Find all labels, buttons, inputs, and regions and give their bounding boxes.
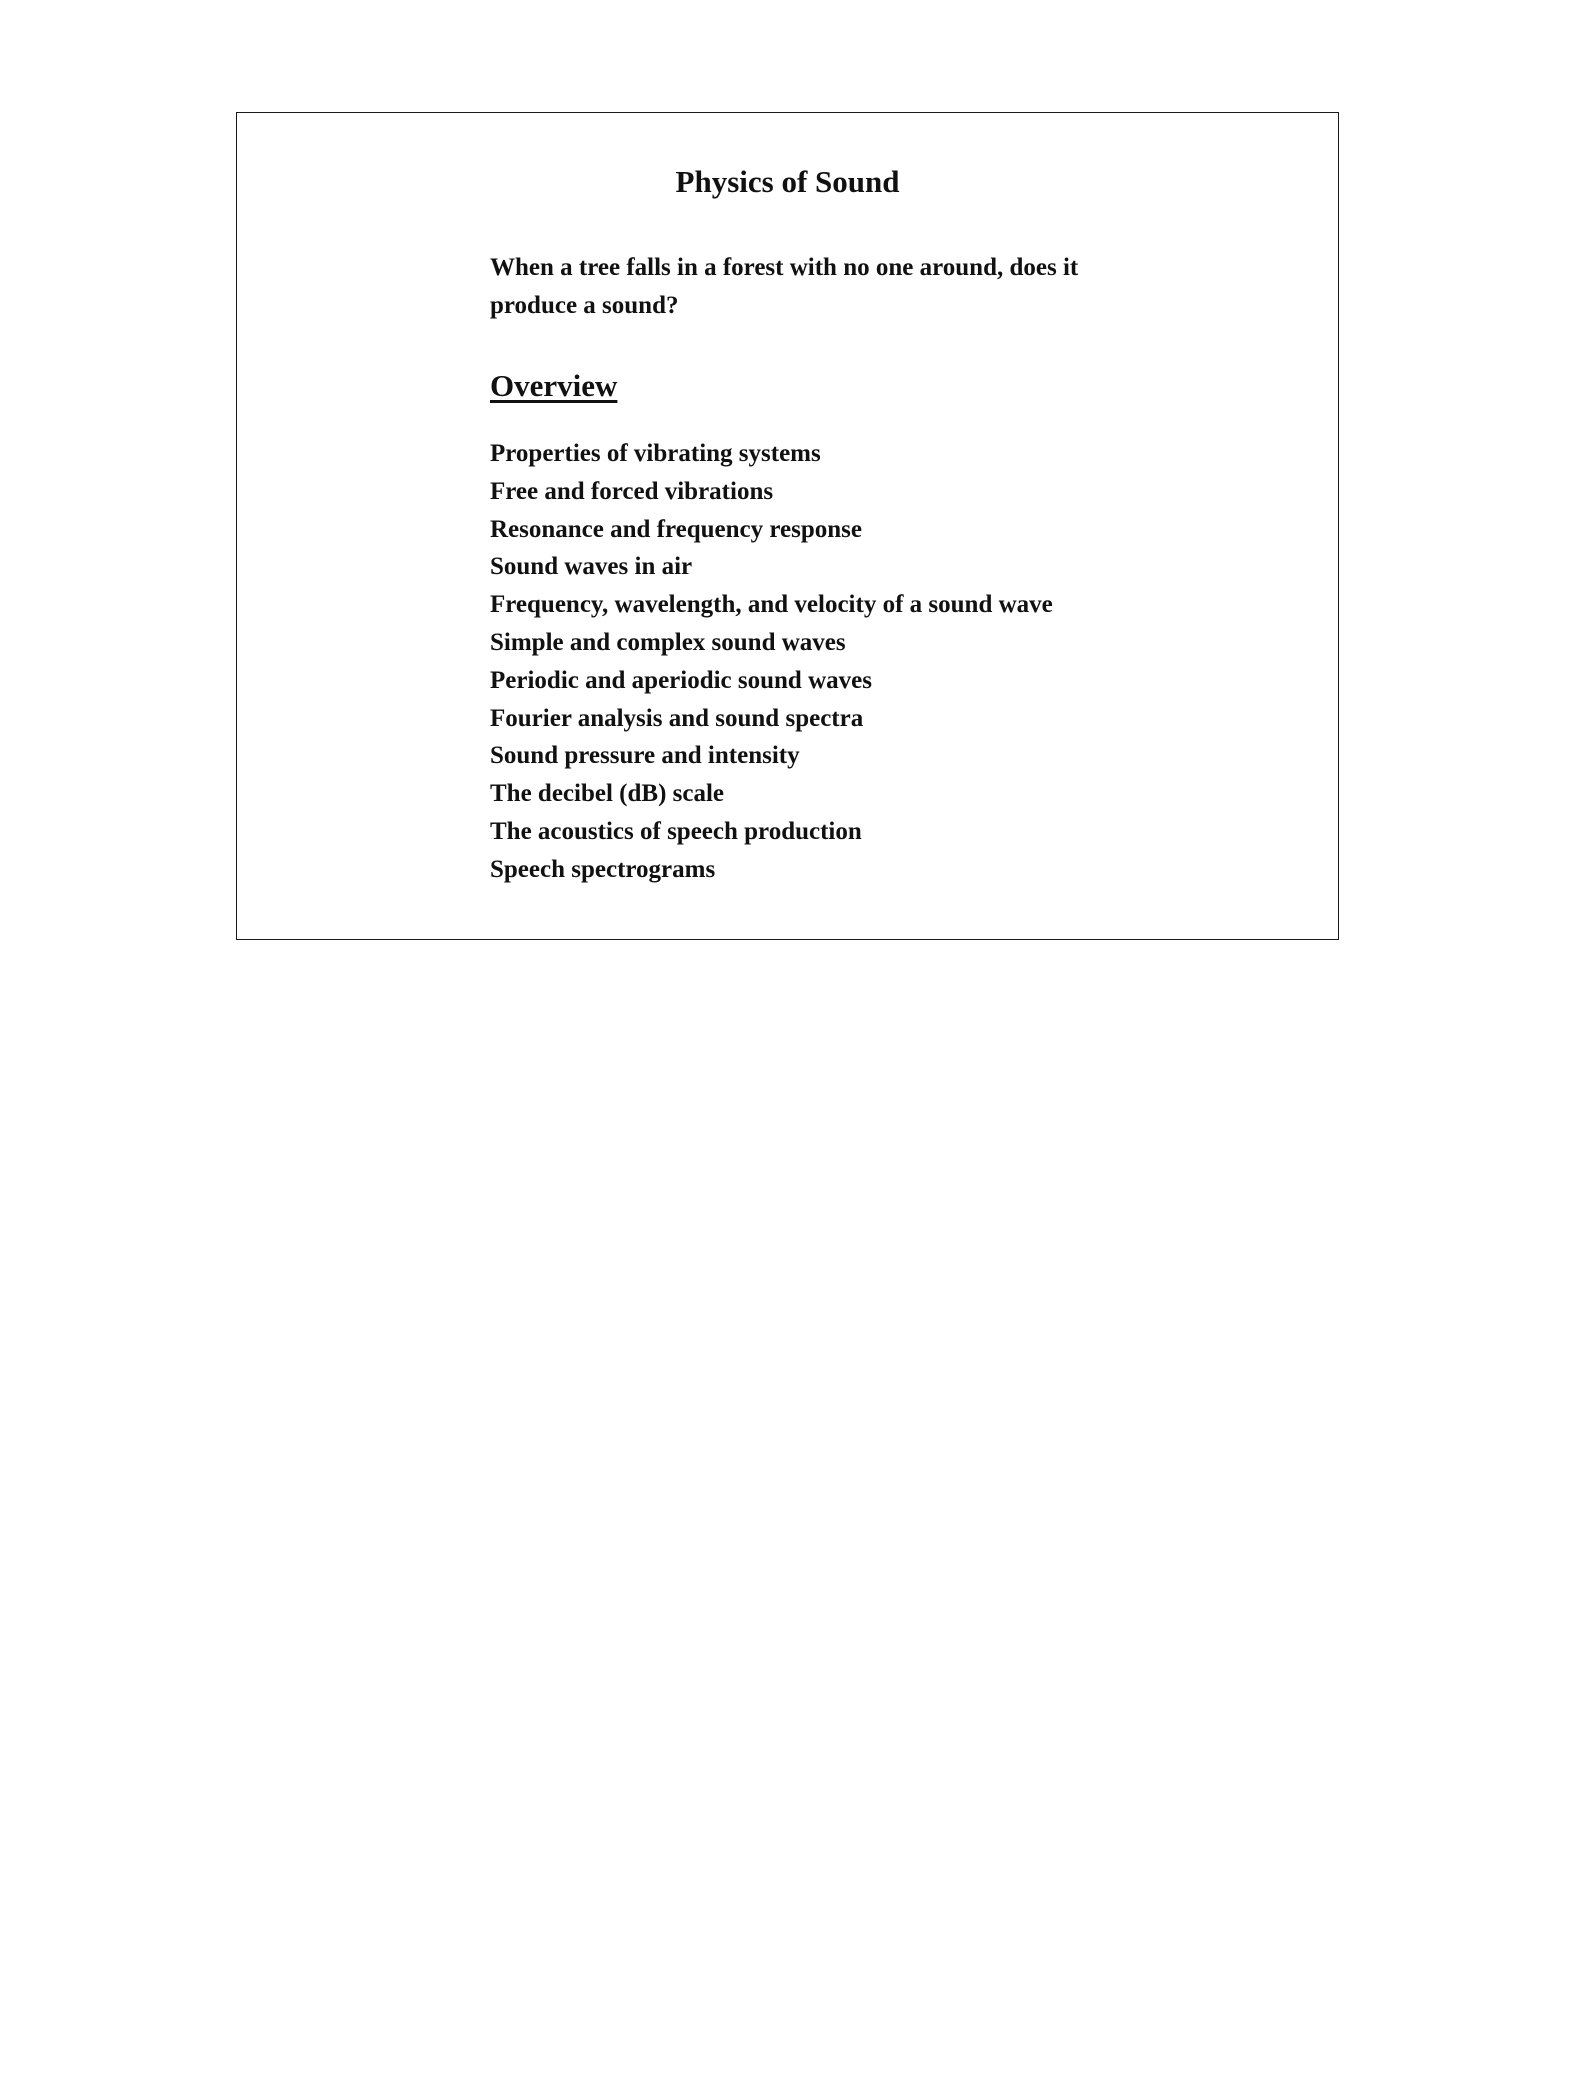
- overview-item: Speech spectrograms: [490, 855, 716, 883]
- overview-item: Periodic and aperiodic sound waves: [490, 666, 872, 694]
- overview-heading: Overview: [490, 368, 618, 403]
- overview-item: Simple and complex sound waves: [490, 628, 846, 656]
- slide-frame: [236, 112, 1339, 940]
- intro-question: When a tree falls in a forest with no one around, does it produce a sound?: [490, 254, 1079, 319]
- overview-item: Free and forced vibrations: [490, 477, 774, 505]
- overview-item: Properties of vibrating systems: [490, 440, 821, 467]
- overview-list: [490, 435, 1053, 889]
- overview-item: Sound waves in air: [490, 553, 693, 581]
- overview-item: Sound pressure and intensity: [490, 742, 800, 770]
- overview-item: Fourier analysis and sound spectra: [490, 704, 864, 732]
- slide-title: Physics of Sound: [675, 164, 900, 199]
- overview-item: Frequency, wavelength, and velocity of a sound wave: [490, 591, 1053, 619]
- overview-item: Resonance and frequency response: [490, 515, 863, 543]
- overview-item: The acoustics of speech production: [490, 817, 862, 845]
- overview-item: The decibel (dB) scale: [490, 780, 725, 808]
